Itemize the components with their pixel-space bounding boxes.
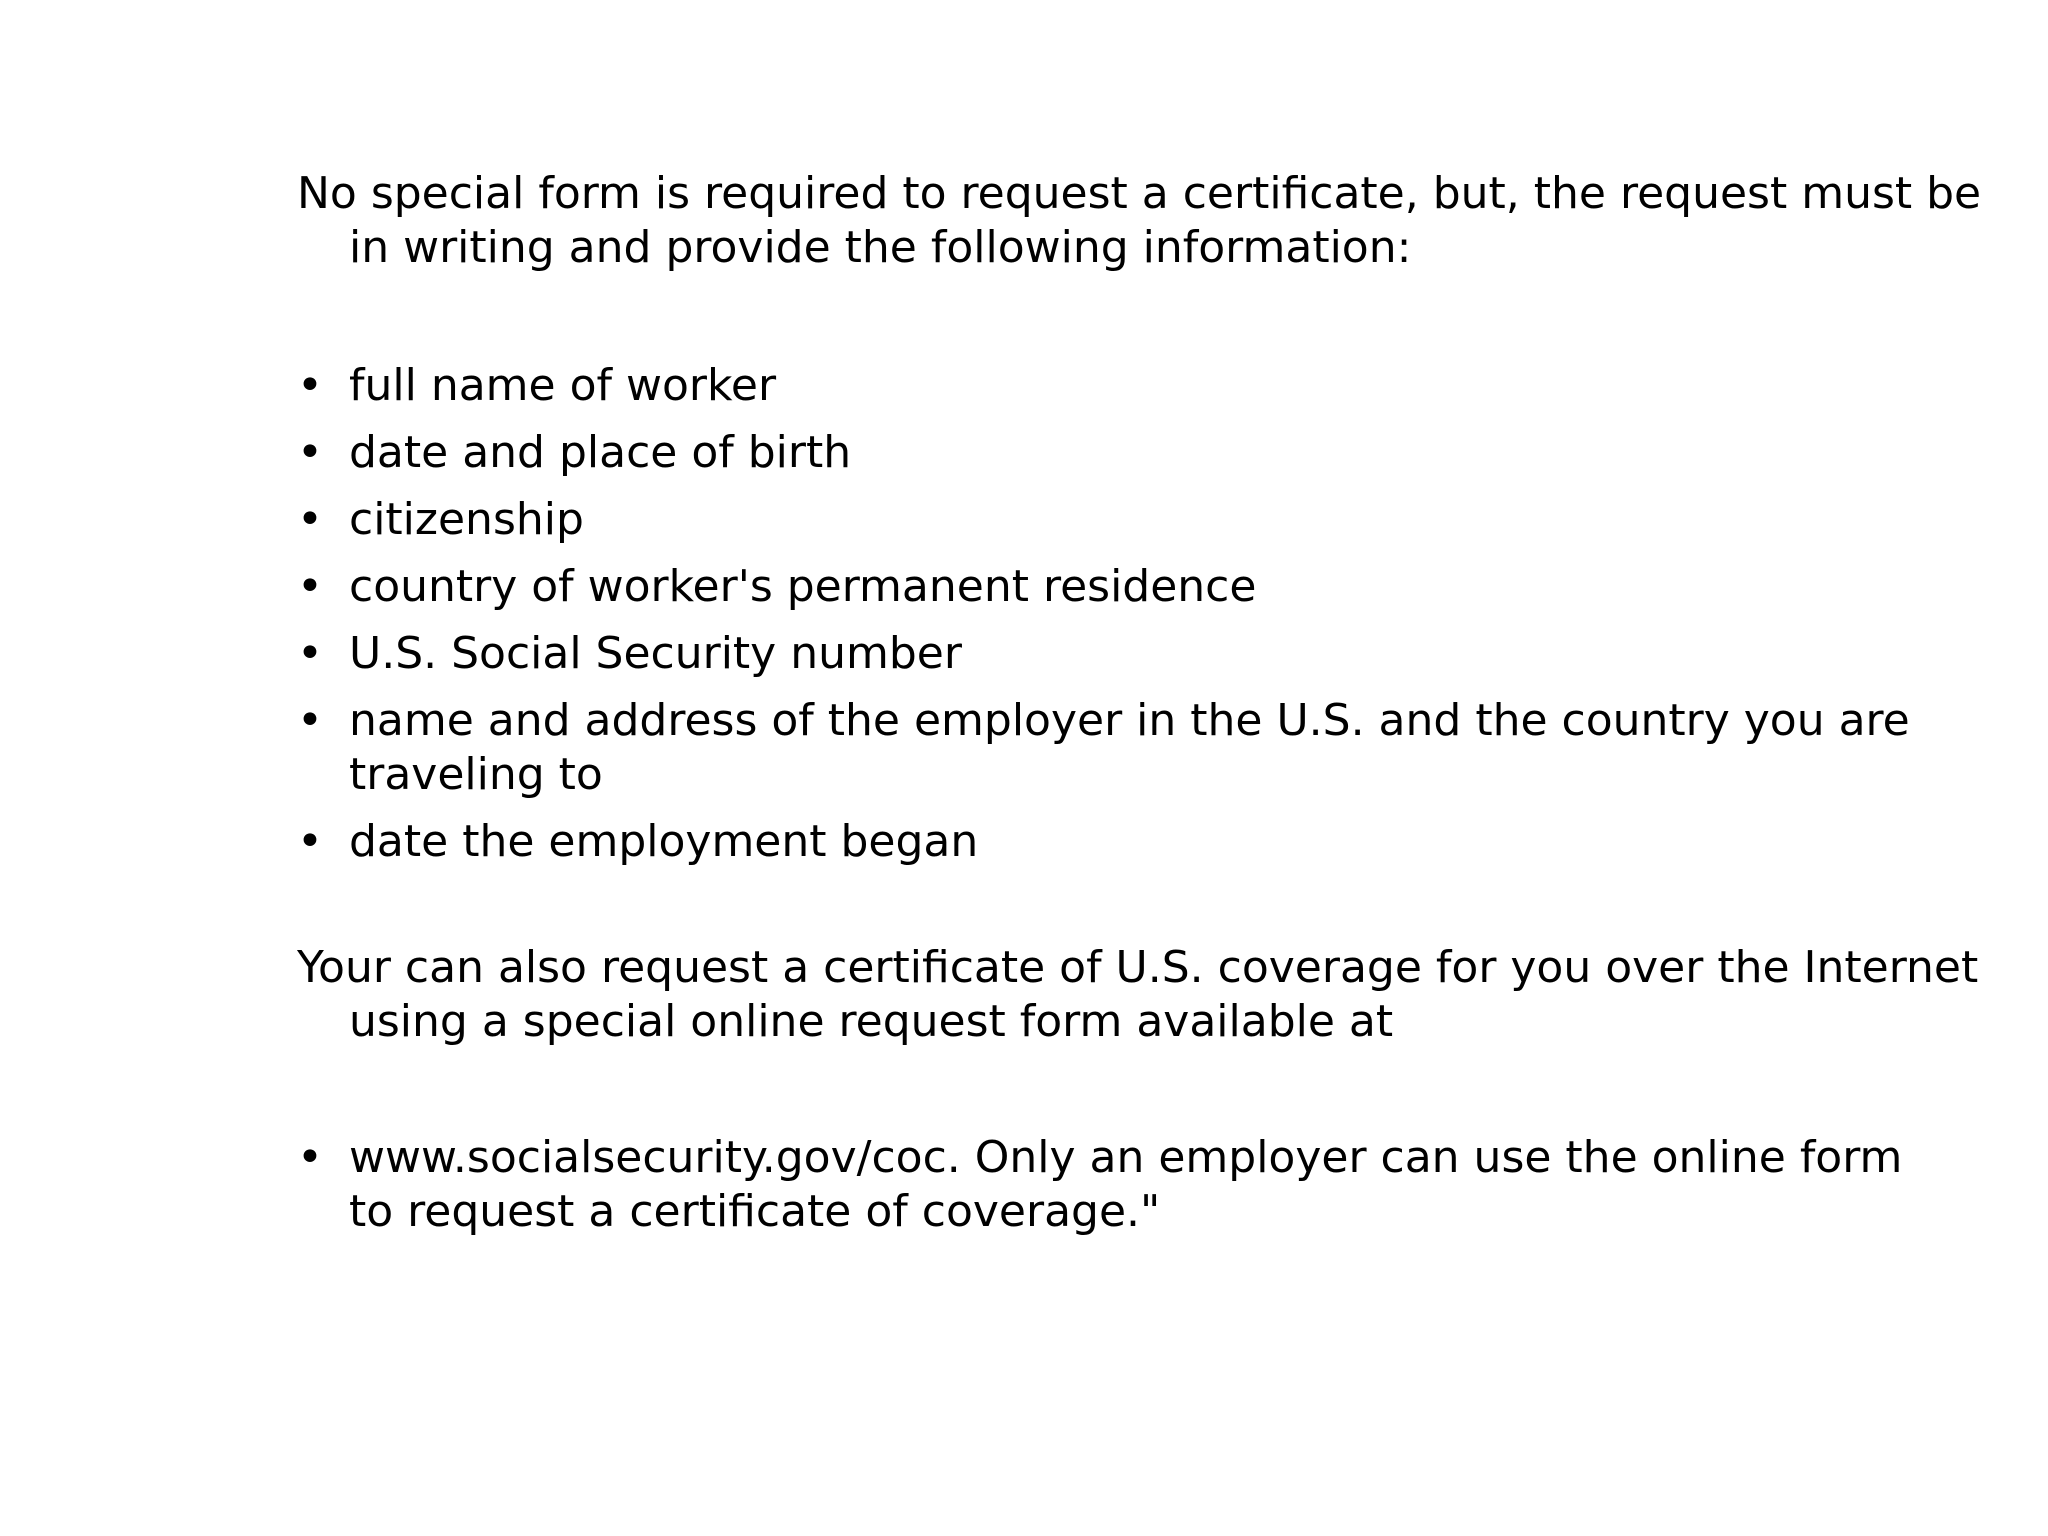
list-item [297, 560, 2017, 614]
bullet-marker: • [297, 494, 323, 545]
bullet-marker: • [297, 695, 323, 746]
requirement-text: name and address of the employer in the U.S. and the country you are traveling to [349, 695, 1910, 800]
list-item [297, 1131, 1957, 1239]
bullet-marker: • [297, 1132, 323, 1183]
online-request-paragraph: Your can also request a certificate of U.S. coverage for you over the Internet using a special online request form available at [297, 942, 1979, 1047]
list-item [297, 694, 2017, 802]
requirement-text: full name of worker [349, 360, 777, 411]
list-item [297, 426, 2017, 480]
online-link-list [297, 1131, 1957, 1239]
bullet-marker: • [297, 561, 323, 612]
intro-paragraph: No special form is required to request a certificate, but, the request must be in writing and provide the following information: [297, 168, 1982, 273]
requirement-text: country of worker's permanent residence [349, 561, 1257, 612]
list-item [297, 493, 2017, 547]
requirement-text: citizenship [349, 494, 584, 545]
list-item [297, 359, 2017, 413]
requirement-text: U.S. Social Security number [349, 628, 962, 679]
bullet-marker: • [297, 427, 323, 478]
requirements-list [297, 359, 2017, 882]
online-link-text: www.socialsecurity.gov/coc. Only an employer can use the online form to request a certificate of coverage." [349, 1132, 1903, 1237]
bullet-marker: • [297, 628, 323, 679]
list-item [297, 815, 2017, 869]
list-item [297, 627, 2017, 681]
bullet-marker: • [297, 816, 323, 867]
requirement-text: date the employment began [349, 816, 979, 867]
requirement-text: date and place of birth [349, 427, 852, 478]
bullet-marker: • [297, 360, 323, 411]
